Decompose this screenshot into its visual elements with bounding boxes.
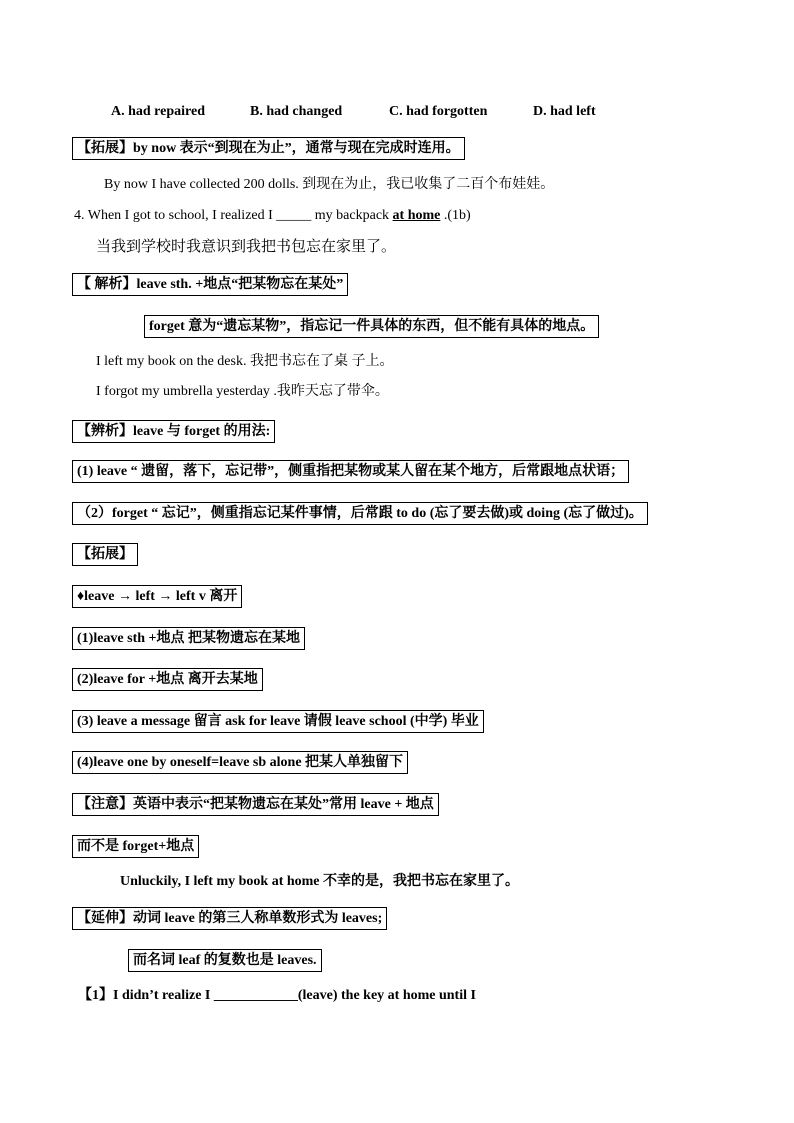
zhuyi-2-box: 而不是 forget+地点 xyxy=(72,835,199,858)
bianxi-forget-box: （2）forget “ 忘记”，侧重指忘记某件事情，后常跟 to do (忘了要去做)或 doing (忘了做过)。 xyxy=(72,502,648,525)
example-forgot: I forgot my umbrella yesterday .我昨天忘了带伞。 xyxy=(96,384,389,399)
example-unluckily: Unluckily, I left my book at home 不幸的是，我把书忘在家里了。 xyxy=(120,874,520,889)
question-4 xyxy=(74,207,471,225)
example-left: I left my book on the desk. 我把书忘在了桌 子上。 xyxy=(96,354,394,369)
option-a: A. had repaired xyxy=(111,104,205,119)
jiexi-box: 【 解析】leave sth. +地点“把某物忘在某处” xyxy=(72,273,348,296)
answer-options xyxy=(111,103,596,121)
bianxi-box: 【辨析】leave 与 forget 的用法: xyxy=(72,420,275,443)
yanshen-box: 【延伸】动词 leave 的第三人称单数形式为 leaves; xyxy=(72,907,387,930)
option-c: C. had forgotten xyxy=(389,104,488,119)
bianxi-leave-box: (1) leave “ 遗留，落下，忘记带”，侧重指把某物或某人留在某个地方，后常跟地点状语； xyxy=(72,460,629,483)
leave-forms-box: ♦leave → left → left v 离开 xyxy=(72,585,242,608)
option-b: B. had changed xyxy=(250,104,343,119)
question-4-source: .(1b) xyxy=(440,208,471,223)
question-4-translation: 当我到学校时我意识到我把书包忘在家里了。 xyxy=(96,239,397,255)
usage-2-box: (2)leave for +地点 离开去某地 xyxy=(72,668,263,691)
option-d: D. had left xyxy=(533,104,596,119)
forget-note-box: forget 意为“遗忘某物”，指忘记一件具体的东西，但不能有具体的地点。 xyxy=(144,315,599,338)
usage-4-box: (4)leave one by oneself=leave sb alone 把某人单独留下 xyxy=(72,751,408,774)
zhuyi-box: 【注意】英语中表示“把某物遗忘在某处”常用 leave + 地点 xyxy=(72,793,439,816)
usage-3-box: (3) leave a message 留言 ask for leave 请假 leave school (中学) 毕业 xyxy=(72,710,484,733)
exercise-1: 【1】I didn’t realize I ____________(leave) the key at home until I xyxy=(78,988,476,1003)
usage-1-box: (1)leave sth +地点 把某物遗忘在某地 xyxy=(72,627,305,650)
question-4-at-home: at home xyxy=(392,208,441,223)
tuozhan-bynow-box: 【拓展】by now 表示“到现在为止”，通常与现在完成时连用。 xyxy=(72,137,465,160)
tuozhan-box: 【拓展】 xyxy=(72,543,138,566)
question-4-text: 4. When I got to school, I realized I _____ my backpack xyxy=(74,208,393,223)
example-bynow: By now I have collected 200 dolls. 到现在为止，我已收集了二百个布娃娃。 xyxy=(104,177,555,192)
yanshen-2-box: 而名词 leaf 的复数也是 leaves. xyxy=(128,949,322,972)
